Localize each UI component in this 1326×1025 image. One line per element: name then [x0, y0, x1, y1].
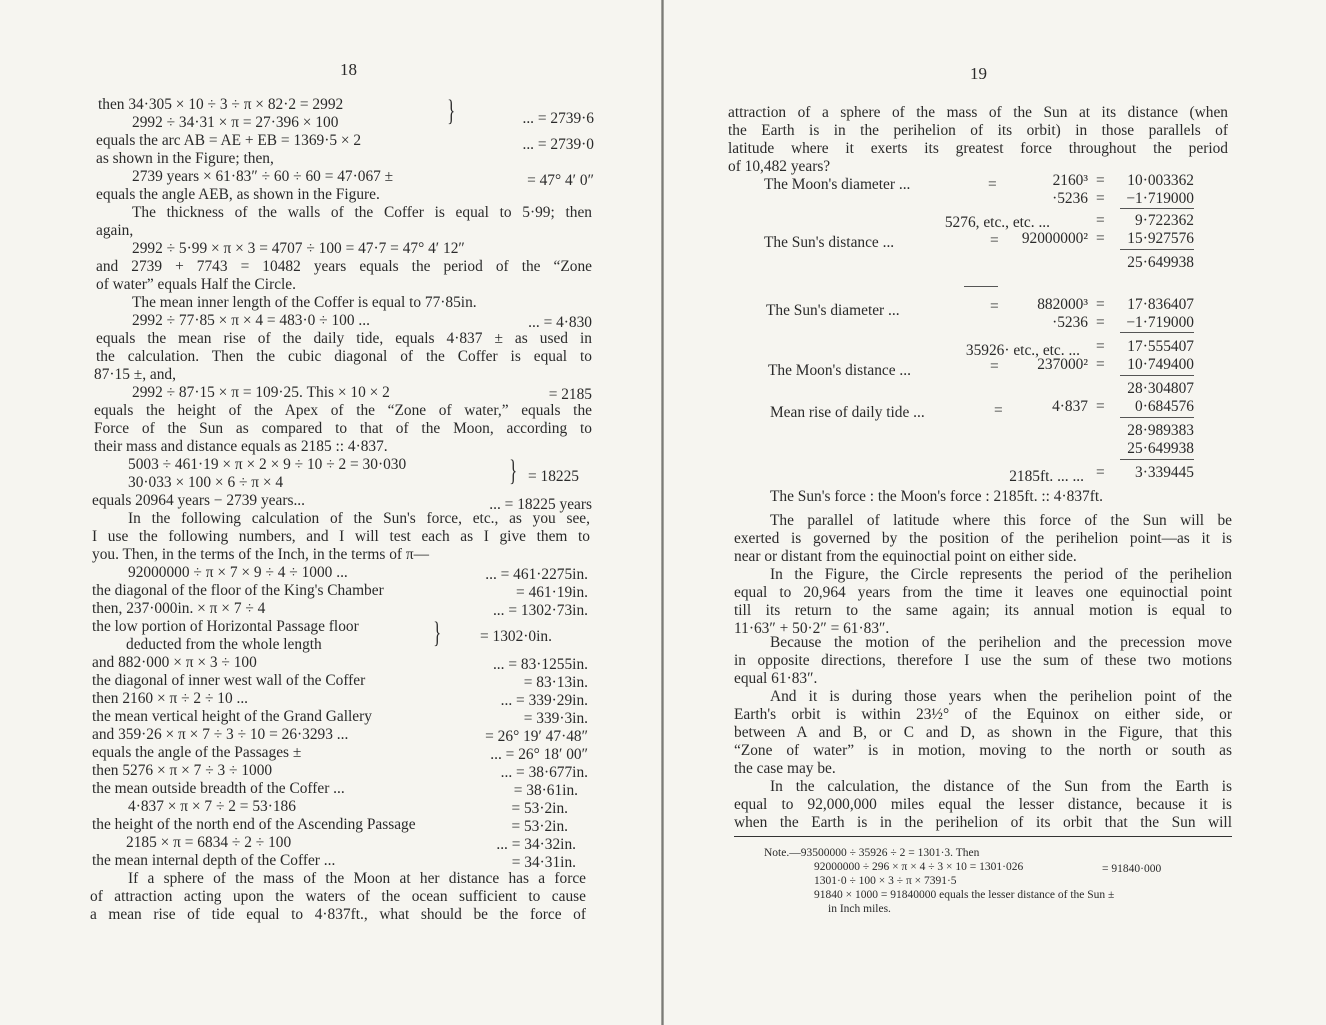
text-line: 2992 ÷ 87·15 × π = 109·25. This × 10 × 2 [132, 384, 390, 401]
result-value: ... = 34·32in. [496, 836, 576, 853]
result-value: = 38·61in. [513, 782, 578, 799]
calc-log: 17·836407 [1127, 296, 1194, 313]
calc-log: 28·304807 [1127, 380, 1194, 397]
calc-log: 25·649938 [1127, 254, 1194, 271]
sum-rule [1120, 249, 1194, 250]
text-line: then 2160 × π ÷ 2 ÷ 10 ... [92, 690, 249, 707]
calc-value: 882000³ [1037, 296, 1088, 313]
equals-sign: = [990, 298, 999, 315]
equals-sign: = [1096, 464, 1105, 481]
calc-label: The Sun's distance ... [764, 234, 895, 251]
text-line: the case may be. [734, 760, 836, 777]
text-line: as shown in the Figure; then, [96, 150, 274, 167]
text-line: And it is during those years when the perihelion point of the [770, 688, 1232, 705]
result-value: ... = 2739·0 [522, 136, 594, 153]
text-line: The parallel of latitude where this force of the Sun will be [770, 512, 1232, 529]
text-line: in opposite directions, therefore I use the sum of these two motions [734, 652, 1232, 669]
result-value: ... = 1302·73in. [492, 602, 588, 619]
text-line: the mean internal depth of the Coffer ... [92, 852, 336, 869]
text-line: a mean rise of tide equal to 4·837ft., what should be the force of [90, 906, 586, 923]
text-line: again, [96, 222, 134, 239]
footnote-rule [734, 836, 1232, 837]
calc-log: 10·003362 [1127, 172, 1194, 189]
calc-value: 92000000² [1021, 230, 1088, 247]
result-value: ... = 26° 18′ 00″ [490, 746, 588, 763]
footnote-line: 91840 × 1000 = 91840000 equals the lesser distance of the Sun ± [814, 889, 1115, 901]
calc-log: 25·649938 [1127, 440, 1194, 457]
text-line: equals the angle of the Passages ± [92, 744, 302, 761]
calc-log: 28·989383 [1127, 422, 1194, 439]
text-line: equals the height of the Apex of the “Zone of water,” equals the [94, 402, 592, 419]
text-line: then, 237·000in. × π × 7 ÷ 4 [92, 600, 266, 617]
text-line: 92000000 ÷ π × 7 × 9 ÷ 4 ÷ 1000 ... [128, 564, 348, 581]
result-value: = 2185 [548, 386, 592, 403]
text-line: deducted from the whole length [126, 636, 322, 653]
text-line: 87·15 ±, and, [94, 366, 176, 383]
result-value: = 1302·0in. [480, 628, 552, 645]
text-line: 2739 years × 61·83″ ÷ 60 ÷ 60 = 47·067 ± [132, 168, 394, 185]
page-number: 18 [340, 60, 357, 79]
result-value: = 461·19in. [516, 584, 588, 601]
calc-label: 35926· etc., etc. ... [965, 342, 1080, 359]
equals-sign: = [988, 176, 997, 193]
section-rule [964, 286, 998, 287]
text-line: 2992 ÷ 5·99 × π × 3 = 4707 ÷ 100 = 47·7 = 47° 4′ 12″ [132, 240, 465, 257]
brace: } [433, 616, 442, 649]
text-line: 11·63″ + 50·2″ = 61·83″. [734, 620, 890, 637]
text-line: In the calculation, the distance of the Sun from the Earth is [770, 778, 1232, 795]
text-line: equals the mean rise of the daily tide, equals 4·837 ± as used in [96, 330, 592, 347]
calc-log: −1·719000 [1126, 314, 1194, 331]
text-line: the mean outside breadth of the Coffer ... [92, 780, 345, 797]
calc-log: 9·722362 [1135, 212, 1194, 229]
text-line: I use the following numbers, and I will test each as I give them to [92, 528, 590, 545]
text-line: equal to 92,000,000 miles equal the lesser distance, because it is [734, 796, 1232, 813]
sum-rule [1120, 208, 1194, 209]
footnote-line: 92000000 ÷ 296 × π × 4 ÷ 3 × 10 = 1301·026 [814, 861, 1024, 873]
calc-label: The Moon's diameter ... [764, 176, 911, 193]
result-value: = 18225 [528, 468, 580, 485]
text-line: the calculation. Then the cubic diagonal of the Coffer is equal to [96, 348, 592, 365]
text-line: equal to 20,964 years from the time it leaves one equinoctial point [734, 584, 1232, 601]
left-page [0, 0, 662, 1025]
footnote-result: = 91840·000 [1102, 863, 1162, 875]
text-line: and 882·000 × π × 3 ÷ 100 [92, 654, 257, 671]
text-line: then 5276 × π × 7 ÷ 3 ÷ 1000 [92, 762, 273, 779]
calc-label: 2185ft. ... ... [1009, 468, 1084, 485]
footnote-line: 1301·0 ÷ 100 × 3 ÷ π × 7391·5 [814, 875, 957, 887]
calc-label: The Sun's diameter ... [766, 302, 900, 319]
result-value: ... = 18225 years [489, 496, 592, 513]
ratio-line: The Sun's force : the Moon's force : 2185ft. :: 4·837ft. [770, 488, 1103, 505]
equals-sign: = [994, 402, 1003, 419]
sum-rule [1120, 375, 1194, 376]
equals-sign: = [1096, 230, 1105, 247]
text-line: The thickness of the walls of the Coffer is equal to 5·99; then [132, 204, 592, 221]
text-line: Force of the Sun as compared to that of the Moon, according to [94, 420, 592, 437]
text-line: the Earth is in the perihelion of its orbit) in those parallels of [728, 122, 1228, 139]
result-value: ... = 2739·6 [522, 110, 594, 127]
calc-label: Mean rise of daily tide ... [770, 404, 925, 421]
calc-log: 15·927576 [1127, 230, 1194, 247]
text-line: when the Earth is in the perihelion of its orbit that the Sun will [734, 814, 1232, 831]
sum-rule [1120, 417, 1194, 418]
sum-rule [1120, 459, 1194, 460]
text-line: equals the arc AB = AE + EB = 1369·5 × 2 [96, 132, 362, 149]
result-value: = 53·2in. [511, 800, 568, 817]
calc-value: ·5236 [1052, 190, 1088, 207]
result-value: ... = 339·29in. [500, 692, 588, 709]
result-value: ... = 461·2275in. [485, 566, 588, 583]
result-value: = 47° 4′ 0″ [527, 172, 594, 189]
text-line: 2992 ÷ 77·85 × π × 4 = 483·0 ÷ 100 ... [132, 312, 370, 329]
calc-value: 4·837 [1052, 398, 1088, 415]
equals-sign: = [1096, 356, 1105, 373]
text-line: 2185 × π = 6834 ÷ 2 ÷ 100 [126, 834, 292, 851]
text-line: 2992 ÷ 34·31 × π = 27·396 × 100 [132, 114, 339, 131]
equals-sign: = [1096, 398, 1105, 415]
text-line: equals the angle AEB, as shown in the Figure. [96, 186, 380, 203]
calc-log: 0·684576 [1135, 398, 1194, 415]
equals-sign: = [1096, 172, 1105, 189]
footnote-line: Note.—93500000 ÷ 35926 ÷ 2 = 1301·3. Then [764, 847, 980, 859]
text-line: “Zone of water” is in motion, moving to the north or south as [734, 742, 1232, 759]
text-line: their mass and distance equals as 2185 :: 4·837. [94, 438, 388, 455]
calc-log: 3·339445 [1135, 464, 1194, 481]
brace: } [509, 454, 518, 487]
result-value: = 26° 19′ 47·48″ [485, 728, 588, 745]
text-line: the diagonal of inner west wall of the Coffer [92, 672, 366, 689]
calc-value: 237000² [1037, 356, 1088, 373]
calc-label: The Moon's distance ... [768, 362, 911, 379]
equals-sign: = [1096, 314, 1105, 331]
text-line: If a sphere of the mass of the Moon at her distance has a force [128, 870, 586, 887]
text-line: the height of the north end of the Ascending Passage [92, 816, 416, 833]
text-line: latitude where it exerts its greatest force throughout the period [728, 140, 1228, 157]
text-line: 5003 ÷ 461·19 × π × 2 × 9 ÷ 10 ÷ 2 = 30·030 [128, 456, 407, 473]
calc-value: ·5236 [1052, 314, 1088, 331]
text-line: of water” equals Half the Circle. [96, 276, 296, 293]
equals-sign: = [1096, 296, 1105, 313]
right-page [664, 0, 1326, 1025]
text-line: you. Then, in the terms of the Inch, in the terms of π— [92, 546, 430, 563]
text-line: attraction of a sphere of the mass of the Sun at its distance (when [728, 104, 1228, 121]
text-line: exerted is governed by the position of the perihelion point—as it is [734, 530, 1232, 547]
text-line: 4·837 × π × 7 ÷ 2 = 53·186 [128, 798, 296, 815]
text-line: The mean inner length of the Coffer is equal to 77·85in. [132, 294, 477, 311]
text-line: 30·033 × 100 × 6 ÷ π × 4 [128, 474, 284, 491]
result-value: ... = 4·830 [528, 314, 592, 331]
calc-log: −1·719000 [1126, 190, 1194, 207]
text-line: Because the motion of the perihelion and the precession move [770, 634, 1232, 651]
equals-sign: = [1096, 338, 1105, 355]
result-value: = 339·3in. [523, 710, 588, 727]
text-line: the low portion of Horizontal Passage floor [92, 618, 359, 635]
brace: } [447, 94, 456, 127]
text-line: In the following calculation of the Sun's force, etc., as you see, [128, 510, 590, 527]
equals-sign: = [990, 232, 999, 249]
text-line: equals 20964 years − 2739 years... [92, 492, 305, 509]
text-line: between A and B, or C and D, as shown in the Figure, that this [734, 724, 1232, 741]
text-line: In the Figure, the Circle represents the period of the perihelion [770, 566, 1232, 583]
result-value: = 83·13in. [523, 674, 588, 691]
sum-rule [1120, 332, 1194, 333]
text-line: of attraction acting upon the waters of the ocean sufficient to cause [90, 888, 586, 905]
calc-log: 17·555407 [1127, 338, 1194, 355]
result-value: ... = 83·1255in. [492, 656, 588, 673]
text-line: equal 61·83″. [734, 670, 818, 687]
result-value: = 53·2in. [511, 818, 568, 835]
calc-log: 10·749400 [1127, 356, 1194, 373]
text-line: Earth's orbit is within 23½° of the Equinox on either side, or [734, 706, 1232, 723]
text-line: and 2739 + 7743 = 10482 years equals the period of the “Zone [96, 258, 592, 275]
result-value: = 34·31in. [511, 854, 576, 871]
equals-sign: = [1096, 212, 1105, 229]
calc-value: 2160³ [1052, 172, 1088, 189]
text-line: the diagonal of the floor of the King's Chamber [92, 582, 384, 599]
equals-sign: = [990, 358, 999, 375]
calc-label: 5276, etc., etc. ... [944, 214, 1050, 231]
result-value: ... = 38·677in. [500, 764, 588, 781]
text-line: till its return to the same again; its annual motion is equal to [734, 602, 1232, 619]
text-line: then 34·305 × 10 ÷ 3 ÷ π × 82·2 = 2992 [98, 96, 344, 113]
page-number: 19 [970, 64, 987, 83]
text-line: of 10,482 years? [728, 158, 831, 175]
text-line: near or distant from the equinoctial point on either side. [734, 548, 1077, 565]
footnote-line: in Inch miles. [828, 903, 891, 915]
text-line: the mean vertical height of the Grand Gallery [92, 708, 372, 725]
equals-sign: = [1096, 190, 1105, 207]
text-line: and 359·26 × π × 7 ÷ 3 ÷ 10 = 26·3293 ... [92, 726, 349, 743]
